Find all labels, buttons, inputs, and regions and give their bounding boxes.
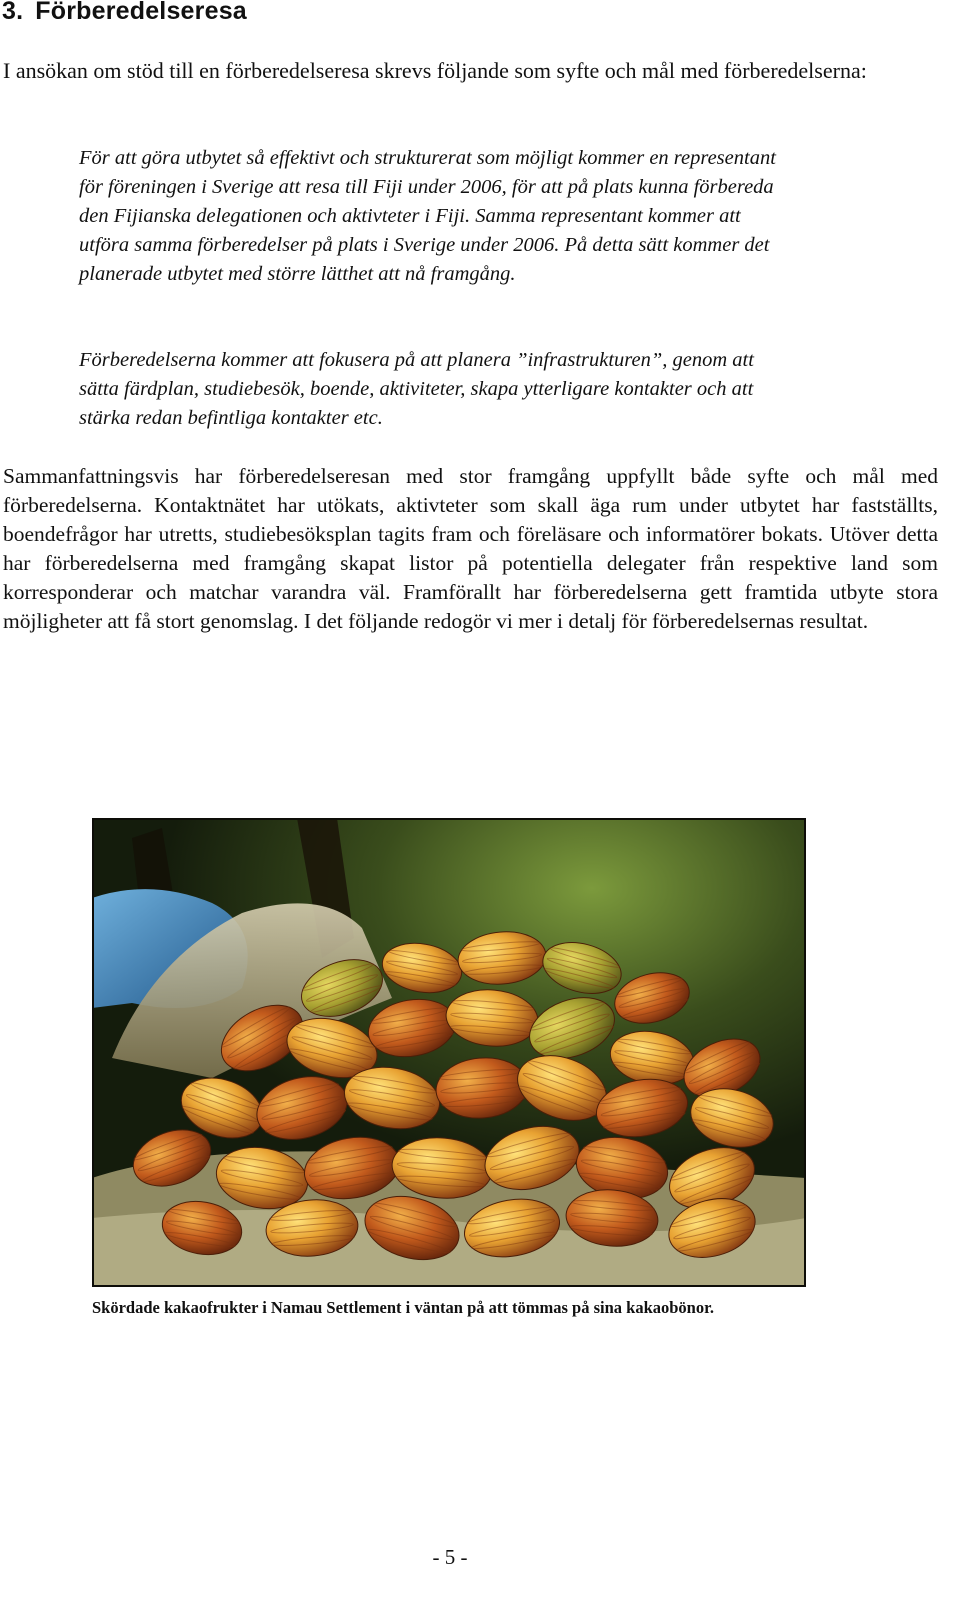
summary-paragraph: Sammanfattningsvis har förberedelseresan med stor framgång uppfyllt både syfte och mål med förberedelserna. Kontaktnätet har utökats, aktivteter som skall äga rum under utbytet har fastställts, boendefrågor har utretts, studiebesöksplan tagits fram och föreläsare och informatörer bokats. Utöver detta har förberedelserna med framgång skapat listor på potentiella delegater från respektive land som korresponderar och matchar varandra väl. Framförallt har förberedelserna gett framtida utbyte stora möjligheter att få stort genomslag. I det följande redogör vi mer i detalj för förberedelsernas resultat.: [3, 464, 938, 633]
section-number: 3.: [2, 0, 24, 25]
section-heading: [2, 0, 247, 28]
quote-paragraph-purpose: För att göra utbytet så effektivt och strukturerat som möjligt kommer en representant för föreningen i Sverige att resa till Fiji under 2006, för att på plats kunna förbereda den Fijianska delegationen och aktivteter i Fiji. Samma representant kommer att utföra samma förberedelser på plats i Sverige under 2006. På detta sätt kommer det planerade utbytet med större lätthet att nå framgång.: [79, 147, 776, 285]
cocoa-pods-photo: [92, 818, 806, 1287]
photo-caption: Skördade kakaofrukter i Namau Settlement i väntan på att tömmas på sina kakaobönor.: [92, 1298, 715, 1317]
quote-paragraph-focus: Förberedelserna kommer att fokusera på att planera ”infrastrukturen”, genom att sätta färdplan, studiebesök, boende, aktiviteter, skapa ytterligare kontakter och att stärka redan befintliga kontakter etc.: [79, 349, 754, 429]
section-title: Förberedelseresa: [35, 0, 247, 25]
page-number: - 5 -: [432, 1545, 468, 1569]
intro-paragraph: I ansökan om stöd till en förberedelseresa skrevs följande som syfte och mål med förberedelserna:: [3, 58, 867, 83]
